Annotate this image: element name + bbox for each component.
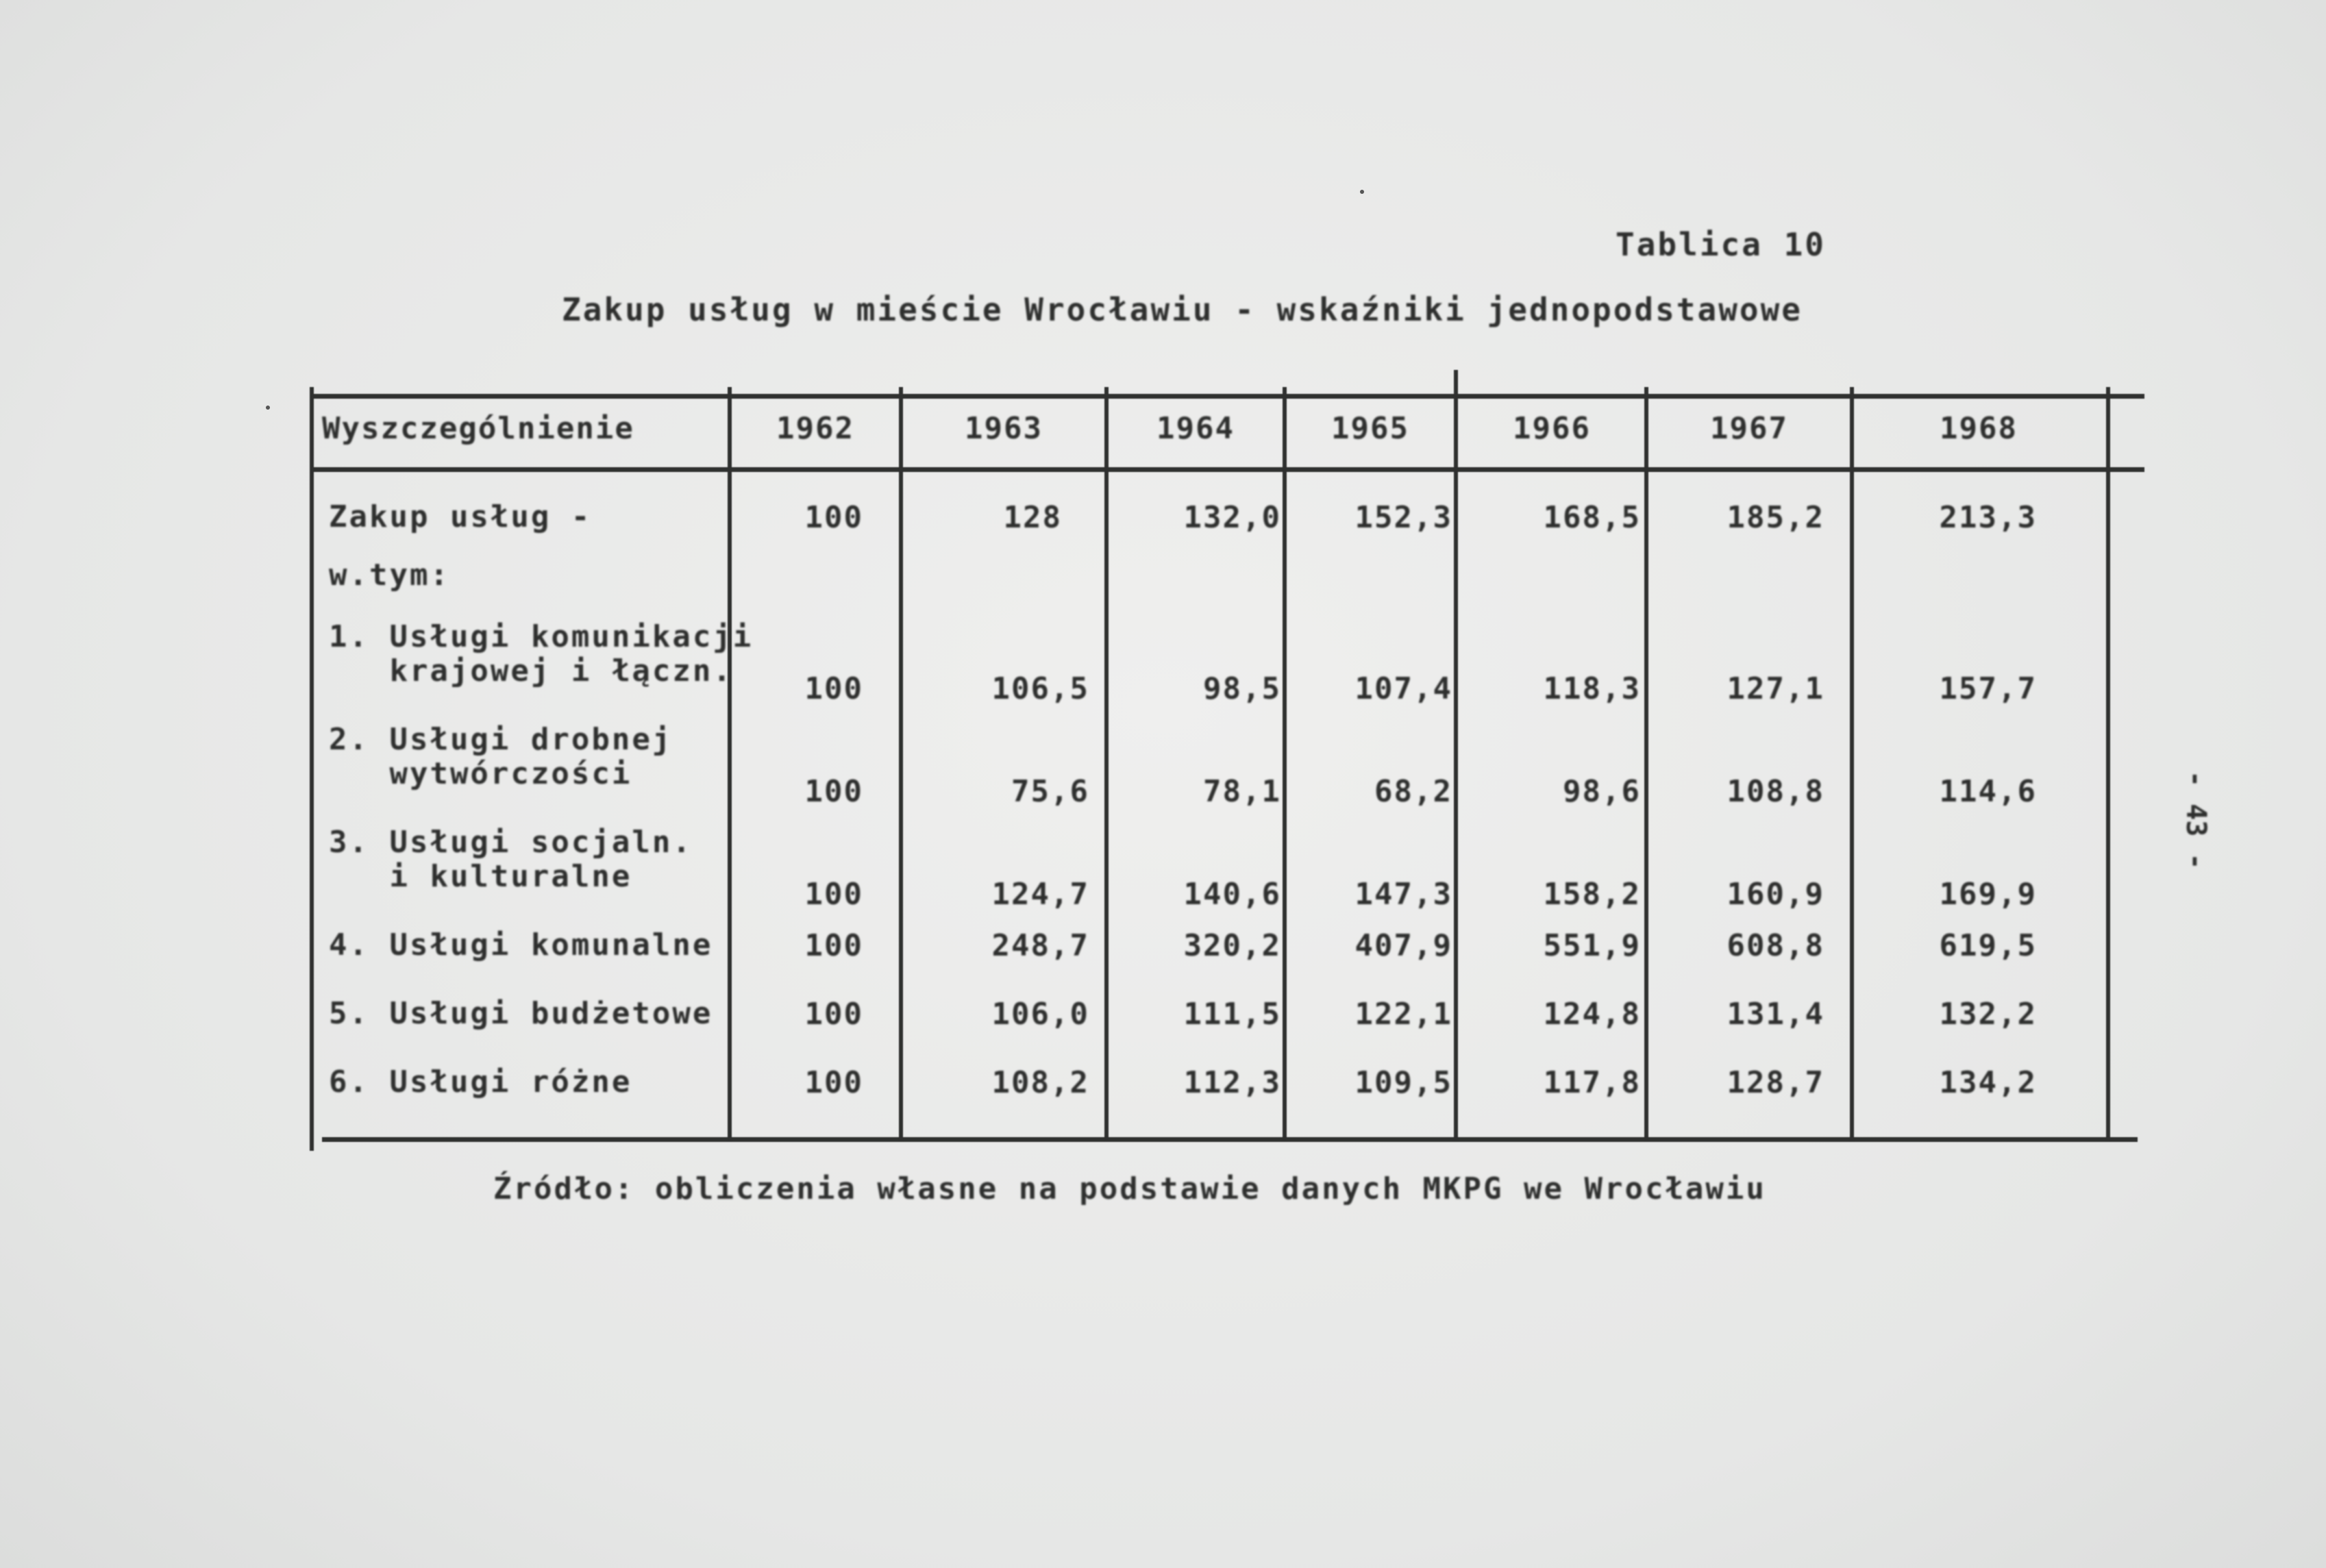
table-cell: 68,2 <box>1374 774 1452 809</box>
rule-top <box>312 394 2144 399</box>
table-cell: 140,6 <box>1183 877 1281 912</box>
col-rule-0 <box>310 387 314 1151</box>
page-marker <box>2175 771 2216 870</box>
cell: 128 <box>1003 500 1062 535</box>
source-note: Źródło: obliczenia własne na podstawie danych MKPG we Wrocławiu <box>493 1171 1766 1206</box>
table-cell: 98,6 <box>1563 774 1641 809</box>
subheader-w-tym: w.tym: <box>329 558 450 593</box>
cell: 152,3 <box>1354 500 1452 535</box>
table-cell: 100 <box>804 877 863 912</box>
table-cell: 112,3 <box>1183 1065 1281 1100</box>
table-cell: 248,7 <box>991 928 1089 963</box>
table-cell: 117,8 <box>1543 1065 1641 1100</box>
header-1962: 1962 <box>776 411 854 446</box>
table-title: Zakup usług w mieście Wrocławiu - wskaźniki jednopodstawowe <box>562 291 1803 328</box>
table-cell: 108,2 <box>991 1065 1089 1100</box>
table-cell: 127,1 <box>1727 671 1824 706</box>
col-rule-8 <box>2106 387 2110 1141</box>
table-cell: 407,9 <box>1354 928 1452 963</box>
row-label: 6. Usługi różne <box>329 1065 632 1099</box>
cell: 100 <box>804 500 863 535</box>
header-1963: 1963 <box>965 411 1043 446</box>
col-rule-3 <box>1104 387 1109 1141</box>
speck <box>266 406 270 410</box>
table-cell: 124,7 <box>991 877 1089 912</box>
cell: 132,0 <box>1183 500 1281 535</box>
col-rule-5 <box>1454 370 1458 1141</box>
cell: 185,2 <box>1727 500 1824 535</box>
rule-bottom <box>322 1137 2138 1142</box>
table-number: Tablica 10 <box>1616 226 1826 263</box>
page-marker-text: - 43 - <box>2180 771 2212 870</box>
table-cell: 122,1 <box>1354 997 1452 1032</box>
table-cell: 134,2 <box>1939 1065 2037 1100</box>
table-cell: 106,0 <box>991 997 1089 1032</box>
table-cell: 98,5 <box>1203 671 1281 706</box>
table-cell: 132,2 <box>1939 997 2037 1032</box>
col-rule-4 <box>1283 387 1287 1141</box>
table-cell: 100 <box>804 671 863 706</box>
row-label: 1. Usługi komunikacji krajowej i łączn. <box>329 619 754 688</box>
table-cell: 160,9 <box>1727 877 1824 912</box>
table-cell: 124,8 <box>1543 997 1641 1032</box>
row-label: 5. Usługi budżetowe <box>329 996 713 1031</box>
table-cell: 111,5 <box>1183 997 1281 1032</box>
table-cell: 551,9 <box>1543 928 1641 963</box>
table-cell: 608,8 <box>1727 928 1824 963</box>
table-cell: 100 <box>804 774 863 809</box>
col-rule-1 <box>728 387 732 1141</box>
col-rule-7 <box>1850 387 1854 1141</box>
table-cell: 118,3 <box>1543 671 1641 706</box>
rule-header <box>312 467 2144 472</box>
row-label: 4. Usługi komunalne <box>329 928 713 962</box>
table-cell: 114,6 <box>1939 774 2037 809</box>
table-cell: 106,5 <box>991 671 1089 706</box>
header-1964: 1964 <box>1156 411 1235 446</box>
cell: 213,3 <box>1939 500 2037 535</box>
cell: 168,5 <box>1543 500 1641 535</box>
table-cell: 109,5 <box>1354 1065 1452 1100</box>
table-cell: 75,6 <box>1011 774 1089 809</box>
header-label: Wyszczególnienie <box>322 411 634 446</box>
table-cell: 128,7 <box>1727 1065 1824 1100</box>
table-cell: 107,4 <box>1354 671 1452 706</box>
header-1967: 1967 <box>1710 411 1788 446</box>
table-cell: 619,5 <box>1939 928 2037 963</box>
table-cell: 147,3 <box>1354 877 1452 912</box>
row-label: 2. Usługi drobnej wytwórczości <box>329 722 673 791</box>
col-rule-2 <box>899 387 903 1141</box>
table-cell: 100 <box>804 997 863 1032</box>
row-label: 3. Usługi socjaln. i kulturalne <box>329 825 693 894</box>
header-1965: 1965 <box>1331 411 1409 446</box>
header-1966: 1966 <box>1513 411 1591 446</box>
speck <box>1360 190 1364 194</box>
header-1968: 1968 <box>1940 411 2018 446</box>
col-rule-6 <box>1644 387 1648 1141</box>
table-cell: 78,1 <box>1203 774 1281 809</box>
row-label-total: Zakup usług - <box>329 499 592 534</box>
table-cell: 100 <box>804 928 863 963</box>
table-cell: 157,7 <box>1939 671 2037 706</box>
table-cell: 320,2 <box>1183 928 1281 963</box>
table-cell: 131,4 <box>1727 997 1824 1032</box>
table-cell: 158,2 <box>1543 877 1641 912</box>
table-cell: 100 <box>804 1065 863 1100</box>
table-cell: 169,9 <box>1939 877 2037 912</box>
table-cell: 108,8 <box>1727 774 1824 809</box>
